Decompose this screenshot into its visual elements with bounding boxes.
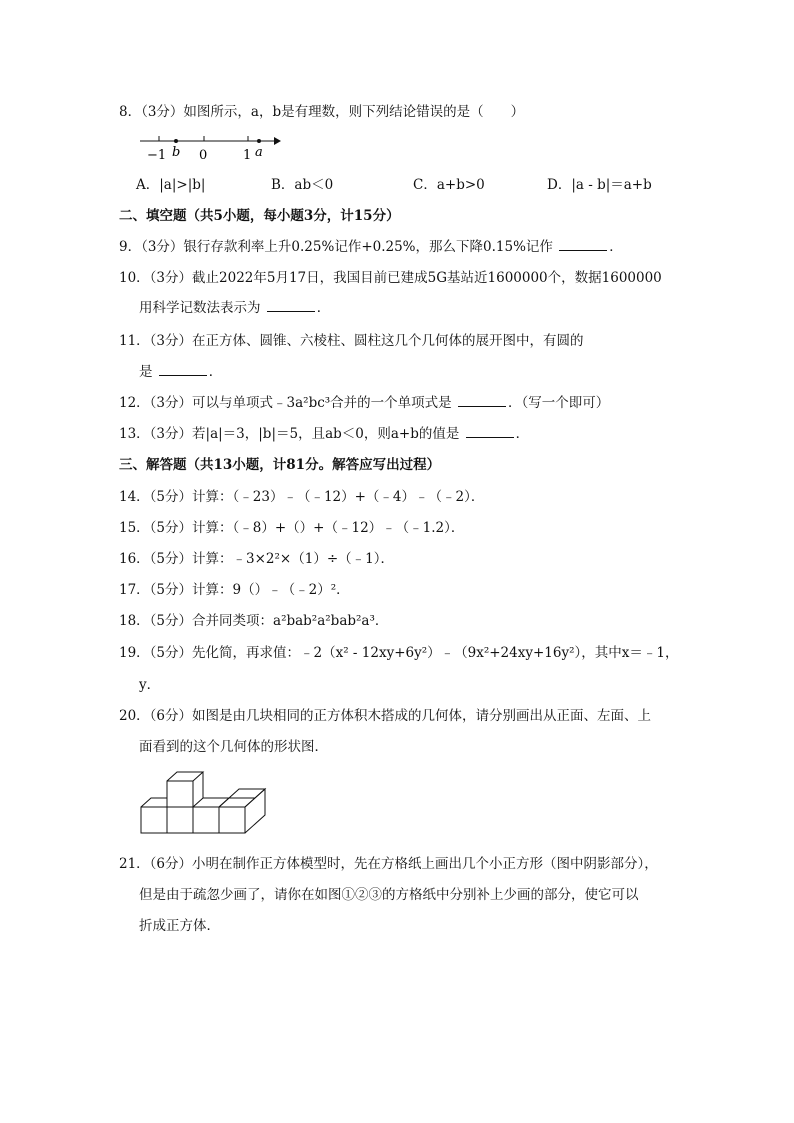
section-2-heading: 二、填空题（共5小题，每小题3分，计15分） <box>119 208 400 224</box>
question-8-stem: 8．（3分）如图所示，a，b是有理数，则下列结论错误的是（ ） <box>119 104 525 120</box>
question-10-end: ． <box>316 300 331 316</box>
numberline-label-1: 1 <box>243 148 252 163</box>
question-9-end: ． <box>609 239 623 255</box>
question-10-line2 <box>139 298 330 318</box>
cube-stack-figure <box>140 771 270 837</box>
number-line-figure <box>138 128 288 168</box>
question-11-line1: 11．（3分）在正方体、圆锥、六棱柱、圆柱这几个几何体的展开图中，有圆的 <box>119 333 584 349</box>
question-13-text: 13．（3分）若|a|＝3，|b|＝5，且ab＜0，则a+b的值是 <box>119 426 460 442</box>
question-21-line2: 但是由于疏忽少画了，请你在如图①②③的方格纸中分别补上少画的部分，使它可以 <box>139 887 639 903</box>
question-17: 17．（5分）计算：9（）﹣（﹣2）²． <box>119 582 350 598</box>
question-13 <box>119 424 529 444</box>
question-11-line2 <box>139 362 222 382</box>
question-11-end: ． <box>208 364 223 380</box>
question-16: 16．（5分）计算：﹣3×2²×（1）÷（﹣1）． <box>119 551 394 567</box>
question-20-line1: 20．（6分）如图是由几块相同的正方体积木搭成的几何体，请分别画出从正面、左面、上 <box>119 708 652 724</box>
question-11-text: 是 <box>139 364 153 380</box>
question-9-text: 9．（3分）银行存款利率上升0.25%记作+0.25%，那么下降0.15%记作 <box>119 239 553 255</box>
question-10-text: 用科学记数法表示为 <box>139 300 261 316</box>
option-c: C．a+b>0 <box>413 177 485 193</box>
question-12-end: ．（写一个即可） <box>507 395 610 411</box>
question-13-end: ． <box>515 426 530 442</box>
question-15: 15．（5分）计算：（﹣8）+（）+（﹣12）﹣（﹣1.2）． <box>119 520 465 536</box>
numberline-label-a: a <box>255 145 263 160</box>
question-10-line1: 10．（3分）截止2022年5月17日，我国目前已建成5G基站近1600000个，数据1600000 <box>119 270 662 286</box>
option-d: D．|a - b|＝a+b <box>547 177 652 193</box>
option-b: B．ab＜0 <box>271 177 334 193</box>
question-19-line1: 19．（5分）先化简，再求值：﹣2（x² - 12xy+6y²）﹣（9x²+24xy+16y²），其中x＝﹣1， <box>119 645 679 661</box>
answer-blank <box>466 424 514 438</box>
answer-blank <box>159 362 207 376</box>
question-14: 14．（5分）计算：（﹣23）﹣（﹣12）+（﹣4）﹣（﹣2）． <box>119 489 485 505</box>
option-a: A．|a|>|b| <box>136 177 206 193</box>
answer-blank <box>267 298 315 312</box>
question-19-line2: y． <box>139 677 161 693</box>
question-12-text: 12．（3分）可以与单项式﹣3a²bc³合并的一个单项式是 <box>119 395 452 411</box>
question-8-options <box>136 175 696 195</box>
question-9 <box>119 237 623 257</box>
answer-blank <box>458 393 506 407</box>
numberline-label-neg1: −1 <box>147 148 167 163</box>
numberline-label-b: b <box>172 145 181 160</box>
question-18: 18．（5分）合并同类项：a²bab²a²bab²a³． <box>119 613 389 629</box>
question-21-line3: 折成正方体． <box>139 918 220 934</box>
answer-blank <box>559 237 607 251</box>
question-20-line2: 面看到的这个几何体的形状图． <box>139 739 328 755</box>
numberline-label-0: 0 <box>199 148 208 163</box>
section-3-heading: 三、解答题（共13小题，计81分。解答应写出过程） <box>119 457 441 473</box>
question-21-line1: 21．（6分）小明在制作正方体模型时，先在方格纸上画出几个小正方形（图中阴影部分）， <box>119 856 658 872</box>
question-12 <box>119 393 609 413</box>
